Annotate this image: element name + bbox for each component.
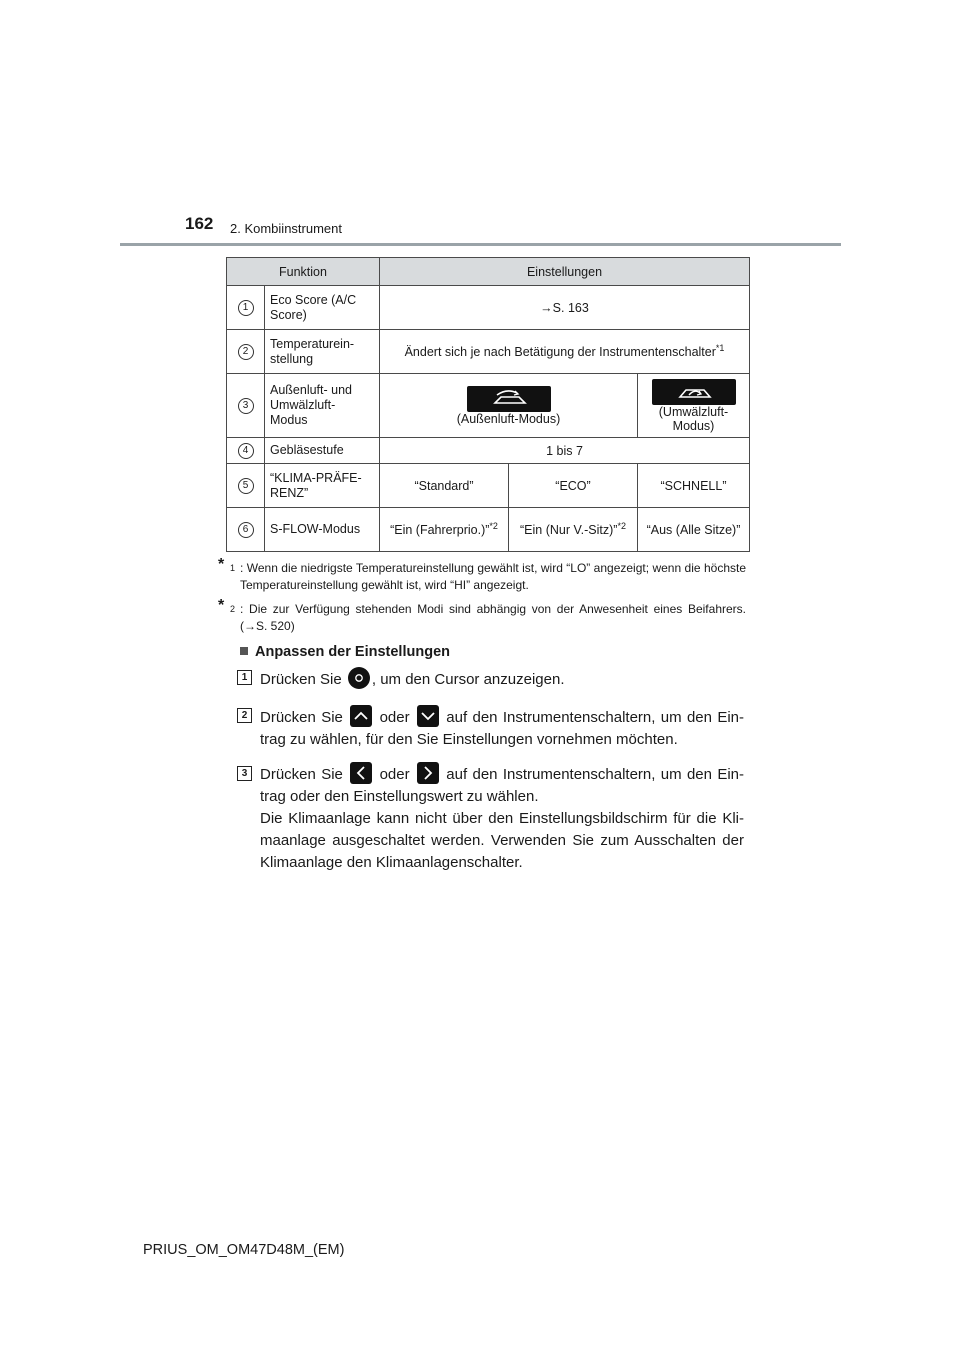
table-row (227, 374, 750, 438)
right-arrow-icon (417, 762, 439, 784)
bullet-square-icon (240, 647, 248, 655)
function-cell: Eco Score (A/C Score) (265, 286, 380, 330)
option-cell: “Ein (Fahrerprio.)” (390, 523, 490, 538)
footnote-ref: *1 (715, 343, 725, 354)
option-cell: “SCHNELL” (638, 464, 750, 508)
left-arrow-icon (350, 762, 372, 784)
step-text: Drücken Sie oder auf den Instrumentenschaltern, um den Eintrag oder den Einstellungswert zu wählen. Die Klimaanlage kann nicht über den Einstellungsbildschirm für die Klimaanlage ausgeschaltet werden. Verwenden Sie zum Ausschalten der Klimaanlage den Klimaanlagenschalter. (260, 762, 744, 874)
footer-doc-id: PRIUS_OM_OM47D48M_(EM) (143, 1242, 345, 1258)
col-settings-header: Einstellungen (380, 258, 750, 286)
outside-air-icon (467, 386, 551, 412)
table-row (227, 330, 750, 374)
footnote-ref: *2 (617, 521, 626, 532)
footnote: * 1 : Wenn die niedrigste Temperatureinstellung gewählt ist, wird “LO” angezeigt; wenn die höchste Temperatureinstellung gewählt ist, wird “HI” angezeigt. (218, 556, 746, 592)
option-label: (Umwälzluft-Modus) (658, 404, 729, 433)
ok-button-icon (348, 667, 370, 689)
option-cell: “Ein (Nur V.-Sitz)” (520, 523, 618, 538)
step-note: Die Klimaanlage kann nicht über den Einstellungsbildschirm für die Klimaanlage ausgeschaltet werden. Verwenden Sie zum Ausschalten der Klimaanlage den Klimaanlagenschalter. (260, 810, 744, 871)
function-cell: Außenluft- und Umwälzluft- Modus (265, 374, 380, 438)
col-function-header: Funktion (227, 258, 380, 286)
footnote-text: : Die zur Verfügung stehenden Modi sind abhängig von der Anwesenheit eines Beifahrers. (→S. 520) (240, 602, 746, 633)
settings-table (226, 257, 750, 552)
function-cell: Temperaturein- stellung (265, 330, 380, 374)
option-cell: “ECO” (509, 464, 638, 508)
up-arrow-icon (350, 705, 372, 727)
table-header-row (227, 258, 750, 286)
row-number: 2 (238, 344, 254, 360)
table-row (227, 508, 750, 552)
option-label: (Außenluft-Modus) (456, 411, 561, 426)
section-title: Anpassen der Einstellungen (240, 644, 450, 660)
row-number: 4 (238, 443, 254, 459)
row-number: 5 (238, 478, 254, 494)
option-cell: “Standard” (380, 464, 509, 508)
table-row (227, 286, 750, 330)
step-number: 3 (237, 766, 252, 781)
table-row (227, 438, 750, 464)
footnote-text: : Wenn die niedrigste Temperatureinstellung gewählt ist, wird “LO” angezeigt; wenn die höchste Temperatureinstellung gewählt ist, wird “HI” angezeigt. (240, 561, 746, 592)
step-text: Drücken Sie , um den Cursor anzuzeigen. (260, 667, 744, 691)
step-number: 2 (237, 708, 252, 723)
footnote-mark: 1 (230, 563, 236, 573)
function-cell: “KLIMA-PRÄFE- RENZ” (265, 464, 380, 508)
footnote: * 2 : Die zur Verfügung stehenden Modi sind abhängig von der Anwesenheit eines Beifahrers. (→S. 520) (218, 597, 746, 633)
section-header: 2. Kombiinstrument (230, 221, 342, 236)
value-cell: →S. 163 (380, 286, 750, 330)
row-number: 3 (238, 398, 254, 414)
step-text: Drücken Sie oder auf den Instrumentenschaltern, um den Eintrag zu wählen, für den Sie Einstellungen vornehmen möchten. (260, 705, 744, 751)
table-row (227, 464, 750, 508)
value-cell: Ändert sich je nach Betätigung der Instrumentenschalter (404, 345, 716, 360)
page-number: 162 (185, 214, 214, 233)
header-rule (120, 243, 841, 246)
function-cell: Gebläsestufe (265, 438, 380, 464)
row-number: 6 (238, 522, 254, 538)
option-cell: “Aus (Alle Sitze)” (638, 508, 750, 552)
function-cell: S-FLOW-Modus (265, 508, 380, 552)
step-number: 1 (237, 670, 252, 685)
footnote-ref: *2 (489, 521, 498, 532)
row-number: 1 (238, 300, 254, 316)
down-arrow-icon (417, 705, 439, 727)
value-cell: 1 bis 7 (380, 438, 750, 464)
recirculate-air-icon (652, 379, 736, 405)
footnote-mark: 2 (230, 604, 236, 614)
